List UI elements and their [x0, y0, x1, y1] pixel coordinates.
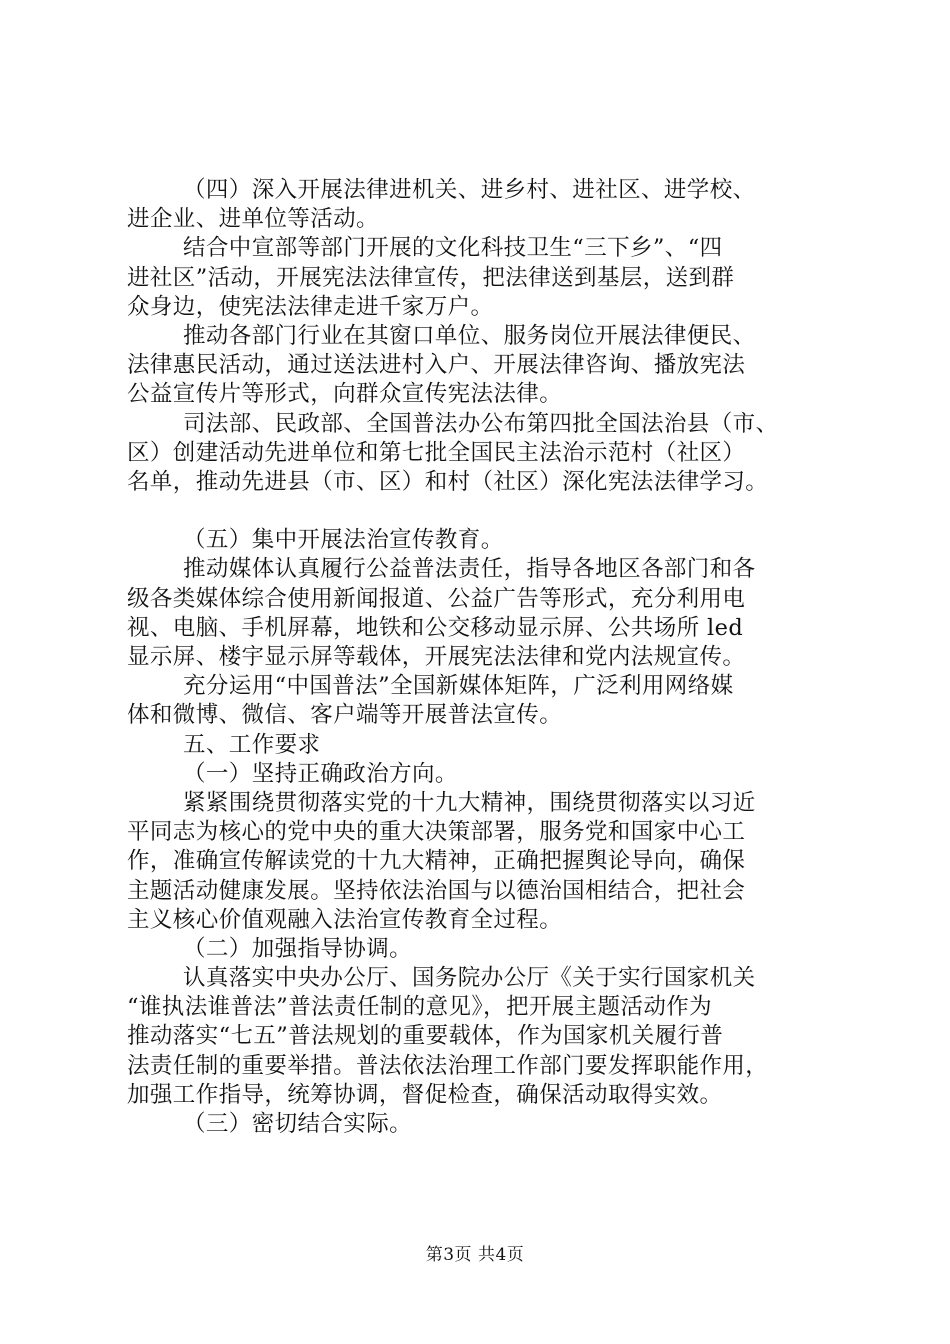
text-line: 名单，推动先进县（市、区）和村（社区）深化宪法法律学习。: [127, 468, 769, 495]
text-line: 法责任制的重要举措。普法依法治理工作部门要发挥职能作用，: [127, 1052, 769, 1079]
text-line: 进企业、进单位等活动。: [127, 206, 379, 233]
text-line: 主题活动健康发展。坚持依法治国与以德治国相结合，把社会: [127, 877, 746, 904]
text-line: 级各类媒体综合使用新闻报道、公益广告等形式，充分利用电: [127, 585, 746, 612]
text-line: 司法部、民政部、全国普法办公布第四批全国法治县（市、: [183, 410, 779, 437]
text-line: “谁执法谁普法”普法责任制的意见》，把开展主题活动作为: [127, 994, 713, 1021]
text-line: 法律惠民活动，通过送法进村入户、开展法律咨询、播放宪法: [127, 352, 746, 379]
text-line: 主义核心价值观融入法治宣传教育全过程。: [127, 906, 563, 933]
text-line: 充分运用“中国普法”全国新媒体矩阵，广泛利用网络媒: [183, 673, 734, 700]
text-line: 作，准确宣传解读党的十九大精神，正确把握舆论导向，确保: [127, 848, 746, 875]
text-line: 推动媒体认真履行公益普法责任，指导各地区各部门和各: [183, 556, 756, 583]
text-line: （三）密切结合实际。: [183, 1111, 413, 1137]
paragraph-gap: [127, 497, 832, 526]
document-body: [127, 176, 832, 1139]
text-line: 推动落实“七五”普法规划的重要载体，作为国家机关履行普: [127, 1023, 724, 1050]
text-line: 结合中宣部等部门开展的文化科技卫生“三下乡”、“四: [183, 235, 723, 262]
text-line: 五、工作要求: [183, 731, 321, 758]
text-line: 推动各部门行业在其窗口单位、服务岗位开展法律便民、: [183, 322, 756, 349]
text-line: 显示屏、楼宇显示屏等载体，开展宪法法律和党内法规宣传。: [127, 644, 746, 670]
text-line: 区）创建活动先进单位和第七批全国民主法治示范村（社区）: [127, 439, 746, 466]
page-footer: 第3页 共4页: [425, 1245, 525, 1265]
text-line: （一）坚持正确政治方向。: [183, 760, 458, 787]
text-line: 紧紧围绕贯彻落实党的十九大精神，围绕贯彻落实以习近: [183, 789, 756, 816]
text-line: （二）加强指导协调。: [183, 935, 413, 962]
text-line: 视、电脑、手机屏幕，地铁和公交移动显示屏、公共场所 led: [127, 614, 744, 641]
text-line: 体和微博、微信、客户端等开展普法宣传。: [127, 702, 563, 729]
text-line: （四）深入开展法律进机关、进乡村、进社区、进学校、: [183, 177, 756, 203]
text-line: 认真落实中央办公厅、国务院办公厅《关于实行国家机关: [183, 965, 756, 992]
text-line: 加强工作指导，统筹协调，督促检查，确保活动取得实效。: [127, 1081, 723, 1108]
text-line: 平同志为核心的党中央的重大决策部署，服务党和国家中心工: [127, 819, 746, 846]
text-line: 公益宣传片等形式，向群众宣传宪法法律。: [127, 381, 563, 408]
text-line: （五）集中开展法治宣传教育。: [183, 527, 504, 554]
text-line: 进社区”活动，开展宪法法律宣传，把法律送到基层，送到群: [127, 264, 735, 291]
text-line: 众身边，使宪法法律走进千家万户。: [127, 293, 494, 320]
